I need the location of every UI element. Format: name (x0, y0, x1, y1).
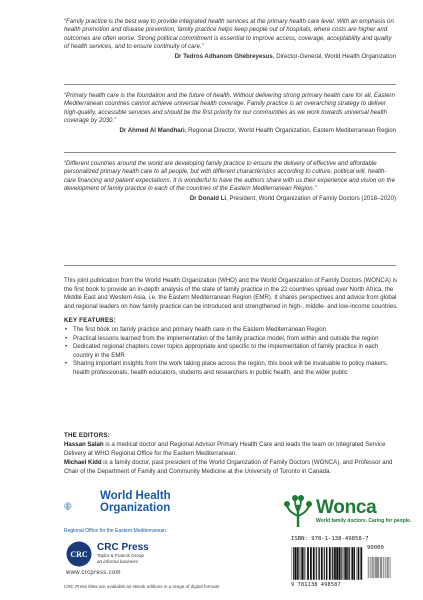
crc-informa: an informa business (97, 558, 139, 564)
quote-li (64, 160, 396, 203)
who-subtitle: Regional Office for the Eastern Mediterranean (64, 528, 166, 534)
quote-role: , Director-General, World Health Organization (272, 52, 396, 60)
crc-group: Taylor & Francis Group (97, 553, 144, 558)
isbn-text: ISBN: 978-1-138-49858-7 (291, 536, 369, 542)
who-logo-text (100, 490, 171, 514)
barcode-digits: 9 781138 498587 (291, 582, 341, 588)
barcode-bar (301, 547, 303, 580)
price-barcode (367, 553, 397, 582)
list-item (64, 360, 398, 377)
wonca-tree-icon (281, 494, 315, 528)
feature-text: Dedicated regional chapters cover topics appropriate and specific to the implementation of family practice in each country in the EMR (73, 343, 379, 359)
bullet-icon: • (65, 334, 68, 342)
list-item (64, 326, 398, 335)
quote-text: “Family practice is the best way to provide integrated health services at the primary health care level. With an emphasis on health promotion and disease prevention, family practice helps keep people out of hospitals, where costs are higher and outcomes are often worse. Strong political commitment is essential to improve access, coverage, acceptability and quality of health services, and to ensure continuity of care.” (64, 18, 394, 51)
barcode-bar (341, 547, 342, 580)
barcode-bar (381, 557, 382, 578)
quote-author: Dr Tedros Adhanom Ghebreyesus (174, 52, 273, 60)
barcode-bar (295, 547, 297, 580)
barcode-bar (324, 547, 325, 580)
barcode-bar (321, 547, 323, 580)
barcode-bar (358, 547, 360, 580)
list-item (64, 335, 398, 344)
barcode-bar (375, 557, 376, 578)
editor-description: is a medical doctor and Regional Advisor Primary Health Care and leads the team on Integrated Service Delivery at WHO Regional Office for the Eastern Mediterranean. (64, 441, 386, 457)
key-features-heading: KEY FEATURES: (64, 317, 116, 324)
crc-url: www.crcpress.com (66, 570, 121, 576)
divider (64, 84, 396, 85)
barcode-bar (345, 547, 347, 580)
barcode-bar (376, 557, 377, 578)
editor-description: is a family doctor, past president of the World Organization of Family Doctors (WONCA), and Professor and Chair of the Department of Family and Community Medicine at the University of Toronto in Canada. (64, 459, 393, 475)
barcode-bar (307, 547, 309, 580)
barcode-bar (377, 557, 378, 578)
editor-name: Michael Kidd (64, 459, 102, 466)
barcode-bar (319, 547, 320, 580)
key-features-list (64, 326, 398, 377)
who-name-line1: World Health (100, 490, 171, 502)
bullet-icon: • (65, 360, 68, 367)
barcode-bar (334, 547, 336, 580)
bullet-icon: • (65, 326, 68, 333)
crc-name: CRC Press (97, 542, 149, 553)
barcode-bar (303, 547, 304, 580)
barcode-bar (388, 557, 389, 578)
editor-bio (64, 459, 398, 476)
barcode-bar (329, 547, 331, 580)
barcode-bar (332, 547, 333, 580)
quote-role: , Regional Director, World Health Organization, Eastern Mediterranean Region (184, 126, 396, 134)
barcode-bar (370, 557, 371, 578)
barcode-bar (316, 547, 317, 580)
barcode-bar (360, 547, 362, 580)
barcode-bar (387, 557, 388, 578)
feature-text: Sharing important insights from the work taking place across the region, this book will be invaluable to policy makers, health professionals, health educators, students and researchers in public health, and the wider public (73, 360, 388, 376)
wonca-name: Wonca (316, 497, 377, 518)
quote-author: Dr Donald Li (189, 194, 227, 202)
who-name-line2: Organization (100, 502, 171, 514)
bullet-icon: • (65, 343, 68, 350)
quote-al-mandhari (64, 92, 396, 135)
barcode-bar (383, 557, 384, 578)
barcode-bar (354, 547, 355, 580)
quote-text: “Different countries around the world are developing family practice to ensure the delivery of effective and affordable personalized primary health care to all people, but with different characteristics according to culture, political will, health-care financing and patient expectations. It is wonderful to have the authors share with us their experience and vision on the development of family practice in each of the countries of the Eastern Mediterranean Region.” (64, 160, 395, 193)
ebook-footnote: CRC Press titles are available as eBook editions in a range of digital formats (64, 584, 220, 589)
quote-attribution (64, 127, 396, 135)
barcode-bar (378, 557, 379, 578)
list-item (64, 343, 398, 360)
barcode-bar (385, 557, 386, 578)
crc-press-block (97, 542, 149, 564)
barcode-bar (368, 557, 369, 578)
intro-paragraph: This joint publication from the World Health Organization (WHO) and the World Organization of Family Doctors (WONCA) is the first book to provide an in-depth analysis of the state of family practice in the 22 countries spread over North Africa, the Middle East and Western Asia, i.e. the Eastern Mediterranean Region (EMR). It shares perspectives and advice from global and regional leaders on how family practice can be introduced and strengthened in high-, middle- and low-income countries. (64, 277, 398, 310)
barcode-bar (372, 557, 373, 578)
quote-role: , President, World Organization of Family Doctors (2018–2020) (226, 194, 396, 202)
editor-bio (64, 441, 398, 458)
barcode-bar (313, 547, 315, 580)
editors-heading: THE EDITORS: (64, 432, 110, 439)
quote-attribution (64, 53, 396, 61)
wonca-tagline: World family doctors. Caring for people. (316, 518, 412, 524)
barcode-bar (297, 547, 298, 580)
barcode-bar (347, 547, 348, 580)
barcode-bar (373, 557, 374, 578)
divider (64, 152, 396, 153)
quote-author: Dr Ahmed Al Mandhari (119, 126, 185, 134)
barcode-bar (298, 547, 299, 580)
crc-logo-icon (66, 541, 92, 567)
quote-tedros (64, 18, 396, 61)
divider (64, 265, 396, 266)
who-emblem-icon (64, 490, 98, 524)
price-code: 90000 (367, 545, 384, 551)
feature-text: Practical lessons learned from the implementation of the family practice model, from within and outside the region (73, 334, 379, 342)
barcode-bar (336, 547, 338, 580)
barcode (291, 545, 363, 582)
quote-attribution (64, 195, 396, 203)
barcode-bar (326, 547, 327, 580)
barcode-bar (338, 547, 340, 580)
quote-text: “Primary health care is the foundation and the future of health. Without delivering strong primary health care for all, Eastern Mediterranean countries cannot achieve universal health coverage. Family practice is an overarching strategy to deliver high-quality, accessible services and should be the first priority for our communities as we work towards universal health coverage by 2030.” (64, 92, 395, 125)
barcode-bar (380, 557, 381, 578)
barcode-bar (390, 557, 391, 578)
barcode-bar (352, 547, 354, 580)
barcode-bar (344, 547, 345, 580)
barcode-bar (310, 547, 312, 580)
feature-text: The first book on family practice and primary health care in the Eastern Mediterranean Region (73, 326, 327, 333)
barcode-bar (293, 547, 294, 580)
crc-logo-text: CRC (70, 550, 88, 559)
editor-name: Hassan Salah (64, 441, 104, 448)
barcode-bar (349, 547, 350, 580)
